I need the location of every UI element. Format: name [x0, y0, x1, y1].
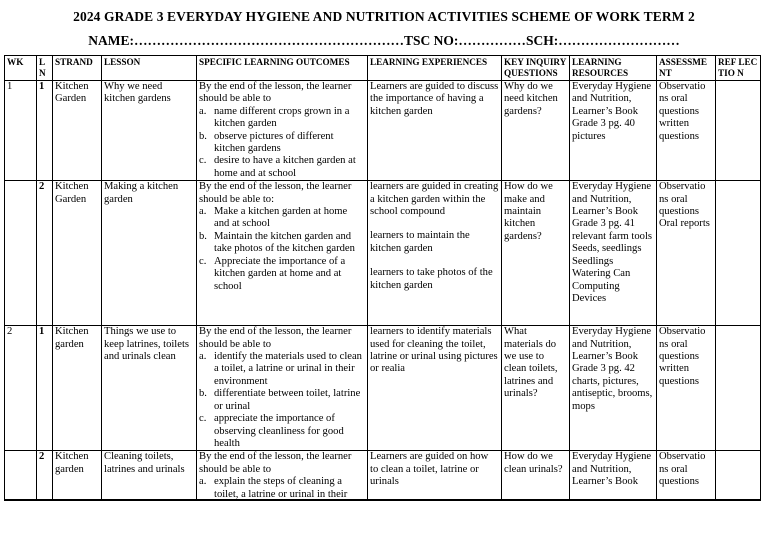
- list-text: identify the materials used to clean a toilet, a latrine or urinal in their environment: [214, 351, 362, 387]
- cell-reflection: [716, 451, 761, 501]
- table-row: [5, 81, 761, 181]
- tsc-field: TSC NO:……………: [404, 33, 526, 48]
- list-marker: a.: [199, 351, 207, 363]
- cell-resources: Everyday Hygiene and Nutrition, Learner’s Book: [570, 451, 657, 501]
- col-header-lesson: LESSON: [102, 56, 197, 81]
- cell-experiences: [368, 81, 502, 181]
- cell-week: 1: [5, 81, 37, 181]
- col-header-assessment: ASSESSME NT: [657, 56, 716, 81]
- list-marker: b.: [199, 130, 207, 142]
- cell-strand: Kitchen Garden: [53, 181, 102, 326]
- cell-assessment: Observatio ns oral questions Oral reports: [657, 181, 716, 326]
- cell-assessment: Observatio ns oral questions: [657, 451, 716, 501]
- cell-outcomes: [197, 326, 368, 451]
- cell-inquiry: What materials do we use to clean toilets, latrines and urinals?: [502, 326, 570, 451]
- cell-week: 2: [5, 326, 37, 451]
- outcomes-intro: By the end of the lesson, the learner should be able to: [199, 451, 352, 475]
- cell-reflection: [716, 81, 761, 181]
- cell-inquiry: How do we make and maintain kitchen gardens?: [502, 181, 570, 326]
- cell-week: [5, 181, 37, 326]
- outcomes-intro: By the end of the lesson, the learner should be able to: [199, 326, 352, 350]
- cell-lesson-number: 2: [37, 181, 53, 326]
- list-marker: c.: [199, 255, 207, 267]
- cell-experiences: [368, 326, 502, 451]
- list-item: [199, 388, 365, 413]
- name-field: NAME:……………………………………………………: [88, 33, 405, 48]
- cell-lesson: Things we use to keep latrines, toilets and urinals clean: [102, 326, 197, 451]
- table-header-row: [5, 56, 761, 81]
- experience-text: learners to maintain the kitchen garden: [370, 230, 470, 254]
- cell-outcomes: [197, 81, 368, 181]
- col-header-inquiry: KEY INQUIRY QUESTIONS: [502, 56, 570, 81]
- outcomes-list: [199, 206, 365, 293]
- cell-lesson-number: 2: [37, 451, 53, 501]
- cell-resources: Everyday Hygiene and Nutrition, Learner’s Book Grade 3 pg. 42 charts, pictures, antiseptic, brooms, mops: [570, 326, 657, 451]
- list-text: explain the steps of cleaning a toilet, a latrine or urinal in their: [214, 476, 348, 500]
- list-text: name different crops grown in a kitchen garden: [214, 105, 350, 130]
- experience-text: Learners are guided to discuss the importance of having a kitchen garden: [370, 81, 499, 117]
- cell-strand: Kitchen Garden: [53, 81, 102, 181]
- list-item: [199, 131, 365, 156]
- col-header-strand: STRAND: [53, 56, 102, 81]
- list-text: Maintain the kitchen garden and take photos of the kitchen garden: [214, 230, 355, 255]
- list-item: [199, 476, 365, 499]
- cell-experiences: [368, 181, 502, 326]
- cell-assessment: Observatio ns oral questions written questions: [657, 326, 716, 451]
- outcomes-list: [199, 476, 365, 499]
- list-text: differentiate between toilet, latrine or urinal: [214, 388, 361, 412]
- list-marker: c.: [199, 155, 207, 167]
- col-header-experiences: LEARNING EXPERIENCES: [368, 56, 502, 81]
- list-item: [199, 231, 365, 256]
- cell-strand: Kitchen garden: [53, 451, 102, 501]
- list-marker: a.: [199, 206, 207, 218]
- list-item: [199, 106, 365, 131]
- list-text: desire to have a kitchen garden at home and at school: [214, 155, 356, 179]
- cell-reflection: [716, 326, 761, 451]
- cell-lesson-number: 1: [37, 326, 53, 451]
- outcomes-intro: By the end of the lesson, the learner should be able to:: [199, 181, 352, 205]
- cell-lesson: Cleaning toilets, latrines and urinals: [102, 451, 197, 501]
- cell-experiences: [368, 451, 502, 501]
- col-header-outcomes: SPECIFIC LEARNING OUTCOMES: [197, 56, 368, 81]
- list-marker: b.: [199, 230, 207, 242]
- cell-outcomes: [197, 451, 368, 501]
- list-text: Make a kitchen garden at home and at school: [214, 206, 348, 230]
- outcomes-list: [199, 106, 365, 180]
- table-row: [5, 451, 761, 501]
- school-field: SCH:………………………: [525, 33, 680, 48]
- experience-text: learners are guided in creating a kitchen garden within the school compound: [370, 181, 499, 218]
- outcomes-list: [199, 351, 365, 450]
- list-item: [199, 155, 365, 180]
- table-row: [5, 181, 761, 326]
- list-marker: a.: [199, 476, 207, 488]
- col-header-lesson-number: L N: [37, 56, 53, 81]
- list-text: appreciate the importance of observing cleanliness for good health: [214, 413, 344, 449]
- scheme-table: [4, 55, 761, 501]
- cell-resources: Everyday Hygiene and Nutrition, Learner’s Book Grade 3 pg. 40 pictures: [570, 81, 657, 181]
- document-title: 2024 GRADE 3 EVERYDAY HYGIENE AND NUTRITION ACTIVITIES SCHEME OF WORK TERM 2: [73, 9, 695, 24]
- cell-lesson-number: 1: [37, 81, 53, 181]
- cell-strand: Kitchen garden: [53, 326, 102, 451]
- table-row: [5, 326, 761, 451]
- cell-resources: Everyday Hygiene and Nutrition, Learner’s Book Grade 3 pg. 41 relevant farm tools Seeds, seedlings Seedlings Watering Can Computing Devices: [570, 181, 657, 326]
- experience-text: learners to take photos of the kitchen garden: [370, 267, 493, 291]
- outcomes-intro: By the end of the lesson, the learner should be able to: [199, 81, 352, 105]
- list-marker: b.: [199, 388, 207, 400]
- cell-outcomes: [197, 181, 368, 326]
- col-header-week: WK: [5, 56, 37, 81]
- list-item: [199, 256, 365, 293]
- cell-assessment: Observatio ns oral questions written questions: [657, 81, 716, 181]
- cell-reflection: [716, 181, 761, 326]
- list-marker: a.: [199, 105, 207, 117]
- col-header-resources: LEARNING RESOURCES: [570, 56, 657, 81]
- cell-inquiry: How do we clean urinals?: [502, 451, 570, 501]
- experience-text: learners to identify materials used for cleaning the toilet, latrine or urinal using pictures or realia: [370, 326, 498, 375]
- cell-lesson: Why we need kitchen gardens: [102, 81, 197, 181]
- list-text: Appreciate the importance of a kitchen garden at home and at school: [214, 255, 346, 292]
- list-item: [199, 206, 365, 231]
- col-header-reflection: REF LEC TIO N: [716, 56, 761, 81]
- document-subtitle: [0, 33, 768, 49]
- list-text: observe pictures of different kitchen gardens: [214, 130, 334, 155]
- list-marker: c.: [199, 413, 207, 425]
- experience-text: Learners are guided on how to clean a toilet, latrine or urinals: [370, 451, 489, 488]
- cell-lesson: Making a kitchen garden: [102, 181, 197, 326]
- cell-week: [5, 451, 37, 501]
- list-item: [199, 413, 365, 450]
- cell-inquiry: Why do we need kitchen gardens?: [502, 81, 570, 181]
- list-item: [199, 351, 365, 388]
